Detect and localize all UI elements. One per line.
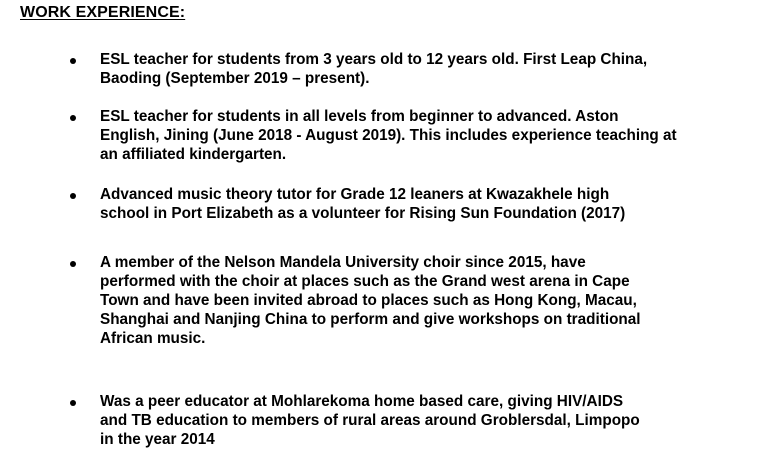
text-line: Baoding (September 2019 – present).	[100, 70, 370, 87]
text-line: A member of the Nelson Mandela University choir since 2015, have	[100, 254, 586, 271]
experience-text	[100, 253, 760, 348]
text-line: African music.	[100, 330, 206, 347]
text-line: performed with the choir at places such as the Grand west arena in Cape	[100, 273, 630, 290]
text-line: Town and have been invited abroad to places such as Hong Kong, Macau,	[100, 292, 637, 309]
text-line: in the year 2014	[100, 431, 215, 448]
experience-text	[100, 185, 760, 223]
bullet-icon	[70, 58, 76, 64]
bullet-icon	[70, 115, 76, 121]
bullet-icon	[70, 261, 76, 267]
text-line: English, Jining (June 2018 - August 2019). This includes experience teaching at	[100, 127, 677, 144]
experience-text	[100, 107, 760, 164]
section-heading: WORK EXPERIENCE:	[20, 4, 186, 21]
text-line: ESL teacher for students from 3 years old to 12 years old. First Leap China,	[100, 51, 648, 68]
experience-text	[100, 50, 760, 88]
text-line: Was a peer educator at Mohlarekoma home based care, giving HIV/AIDS	[100, 393, 624, 410]
text-line: and TB education to members of rural areas around Groblersdal, Limpopo	[100, 412, 640, 429]
text-line: school in Port Elizabeth as a volunteer for Rising Sun Foundation (2017)	[100, 205, 626, 222]
bullet-icon	[70, 400, 76, 406]
text-line: Advanced music theory tutor for Grade 12 leaners at Kwazakhele high	[100, 186, 610, 203]
text-line: Shanghai and Nanjing China to perform and give workshops on traditional	[100, 311, 641, 328]
bullet-icon	[70, 193, 76, 199]
text-line: an affiliated kindergarten.	[100, 146, 287, 163]
text-line: ESL teacher for students in all levels from beginner to advanced. Aston	[100, 108, 619, 125]
experience-text	[100, 392, 760, 449]
